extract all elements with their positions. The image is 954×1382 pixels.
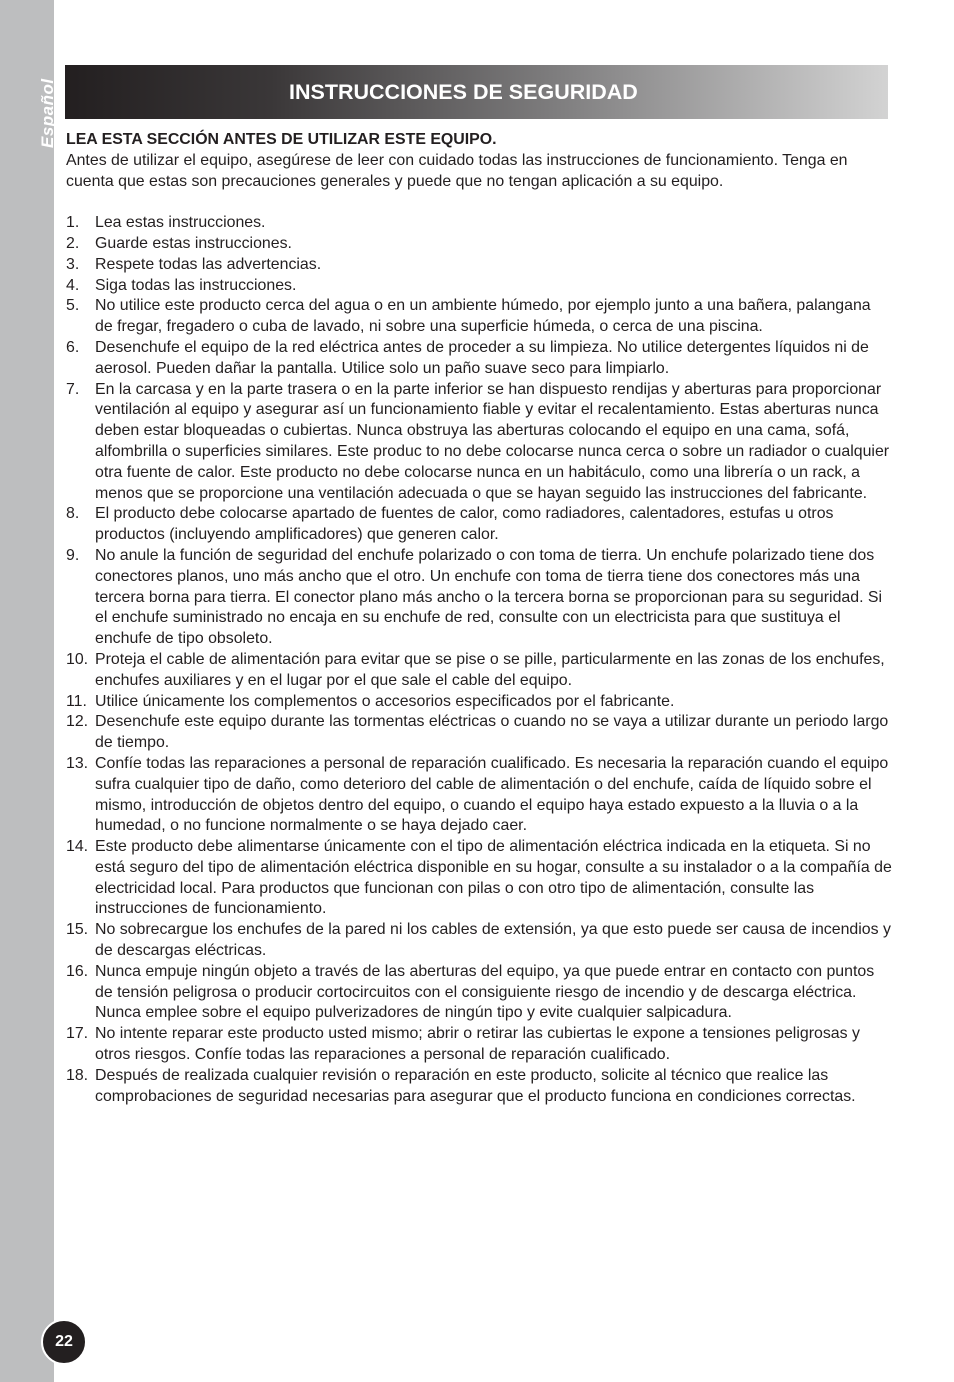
list-item-text: Este producto debe alimentarse únicamente con el tipo de alimentación eléctrica indicada en la etiqueta. Si no está seguro del tipo de alimentación eléctrica disponible en su hogar, consulte a su instalador o a la compañía de electricidad local. Para productos que funcionan con pilas o con otro tipo de alimentación, consulte las instrucciones de funcionamiento. — [95, 838, 892, 918]
list-item-number: 3. — [66, 255, 80, 273]
list-item — [66, 920, 892, 962]
list-item — [66, 650, 892, 692]
list-item-number: 17. — [66, 1025, 89, 1043]
list-item-text: No intente reparar este producto usted mismo; abrir o retirar las cubiertas le expone a tensiones peligrosas y otros riesgos. Confíe todas las reparaciones a personal de reparación cualificado. — [95, 1025, 860, 1064]
list-item-number: 14. — [66, 838, 89, 856]
list-item-number: 15. — [66, 921, 89, 939]
list-item-number: 4. — [66, 276, 80, 294]
list-item — [66, 546, 892, 650]
list-item-number: 9. — [66, 546, 80, 564]
list-item — [66, 837, 892, 920]
list-item-text: Utilice únicamente los complementos o accesorios especificados por el fabricante. — [95, 692, 675, 710]
list-item-text: Después de realizada cualquier revisión o reparación en este producto, solicite al técnico que realice las comprobaciones de seguridad necesarias para asegurar que el producto funciona en condiciones correctas. — [95, 1066, 856, 1105]
list-item — [66, 234, 892, 255]
list-item-text: No utilice este producto cerca del agua o en un ambiente húmedo, por ejemplo junto a una bañera, palangana de fregar, fregadero o cuba de lavado, ni sobre una superficie húmeda, o cerca de una piscina. — [95, 297, 871, 336]
list-item-text: En la carcasa y en la parte trasera o en la parte inferior se han dispuesto rendijas y aberturas para proporcionar ventilación al equipo y asegurar así un funcionamiento fiable y evitar el recalentamiento. Estas aberturas nunca deben estar bloqueadas o cubiertas. Nunca obstruya las aberturas colocando el equipo en una cama, sofá, alfombrilla o superficies similares. Este produc to no debe colocarse nunca cerca o sobre un radiador o cualquier otra fuente de calor. Este producto no debe colocarse nunca en un habitáculo, como una librería o un rack, a menos que se proporcione una ventilación adecuada o que se hayan seguido las instrucciones del fabricante. — [95, 380, 890, 502]
language-sidebar — [0, 0, 54, 1382]
list-item-text: Guarde estas instrucciones. — [95, 234, 292, 252]
list-item-number: 1. — [66, 214, 80, 232]
list-item — [66, 1024, 892, 1066]
page-number: 22 — [41, 1319, 87, 1365]
list-item-number: 13. — [66, 754, 89, 772]
safety-rules-list — [66, 213, 892, 1107]
list-item-text: Desenchufe el equipo de la red eléctrica antes de proceder a su limpieza. No utilice detergentes líquidos ni de aerosol. Pueden dañar la pantalla. Utilice solo un paño suave seco para limpiarlo. — [95, 338, 869, 377]
list-item — [66, 338, 892, 380]
list-item-number: 16. — [66, 962, 89, 980]
list-item — [66, 692, 892, 713]
list-item — [66, 380, 892, 505]
safety-content — [66, 130, 892, 1107]
list-item — [66, 255, 892, 276]
list-item-number: 2. — [66, 234, 80, 252]
list-item — [66, 712, 892, 754]
list-item-number: 12. — [66, 713, 89, 731]
list-item-text: Lea estas instrucciones. — [95, 214, 266, 232]
list-item-text: El producto debe colocarse apartado de fuentes de calor, como radiadores, calentadores, estufas u otros productos (incluyendo amplificadores) que generen calor. — [95, 505, 834, 544]
list-item — [66, 1066, 892, 1108]
list-item — [66, 213, 892, 234]
list-item-number: 8. — [66, 505, 80, 523]
list-item-text: Confíe todas las reparaciones a personal de reparación cualificado. Es necesaria la reparación cuando el equipo sufra cualquier tipo de daño, como deterioro del cable de alimentación o del enchufe, caída de líquido sobre el mismo, introducción de objetos dentro del equipo, o cuando el equipo haya estado expuesto a la lluvia o a la humedad, o no funcione normalmente o se haya dejado caer. — [95, 754, 889, 835]
section-title: INSTRUCCIONES DE SEGURIDAD — [289, 80, 638, 104]
list-item-text: Nunca empuje ningún objeto a través de las aberturas del equipo, ya que puede entrar en contacto con puntos de tensión peligrosa o producir cortocircuitos con el consiguiente riesgo de incendio y de descarga eléctrica. Nunca emplee sobre el equipo pulverizadores de ningún tipo y evite cualquier salpicadura. — [95, 962, 875, 1022]
list-item — [66, 276, 892, 297]
list-item-text: No sobrecargue los enchufes de la pared ni los cables de extensión, ya que esto puede ser causa de incendios y de descargas eléctricas. — [95, 921, 891, 960]
list-item — [66, 296, 892, 338]
list-item-text: Respete todas las advertencias. — [95, 255, 322, 273]
list-item-text: Desenchufe este equipo durante las tormentas eléctricas o cuando no se vaya a utilizar durante un periodo largo de tiempo. — [95, 713, 889, 752]
list-item-number: 7. — [66, 380, 80, 398]
language-label: Español — [38, 78, 57, 148]
list-item-number: 11. — [66, 692, 87, 710]
list-item — [66, 962, 892, 1024]
list-item-text: No anule la función de seguridad del enchufe polarizado o con toma de tierra. Un enchufe polarizado tiene dos conectores planos, uno más ancho que el otro. Un enchufe con toma de tierra tiene dos conectores más una tercera borna para tierra. El conector plano más ancho o la tercera borna se proporcionan para su seguridad. Si el enchufe suministrado no encaja en su enchufe de red, consulte con un electricista para que sustituya el enchufe de tipo obsoleto. — [95, 546, 883, 648]
list-item-text: Siga todas las instrucciones. — [95, 276, 297, 294]
intro-paragraph: Antes de utilizar el equipo, asegúrese de leer con cuidado todas las instrucciones de funcionamiento. Tenga en cuenta que estas son precauciones generales y puede que no tengan aplicación a su equipo. — [66, 151, 848, 190]
list-item-number: 10. — [66, 650, 89, 668]
list-item — [66, 504, 892, 546]
list-item — [66, 754, 892, 837]
list-item-number: 18. — [66, 1066, 89, 1084]
list-item-number: 5. — [66, 297, 80, 315]
list-item-text: Proteja el cable de alimentación para evitar que se pise o se pille, particularmente en las zonas de los enchufes, enchufes auxiliares y en el lugar por el que sale el cable del equipo. — [95, 650, 885, 689]
list-item-number: 6. — [66, 338, 80, 356]
intro-heading: LEA ESTA SECCIÓN ANTES DE UTILIZAR ESTE EQUIPO. — [66, 131, 497, 148]
